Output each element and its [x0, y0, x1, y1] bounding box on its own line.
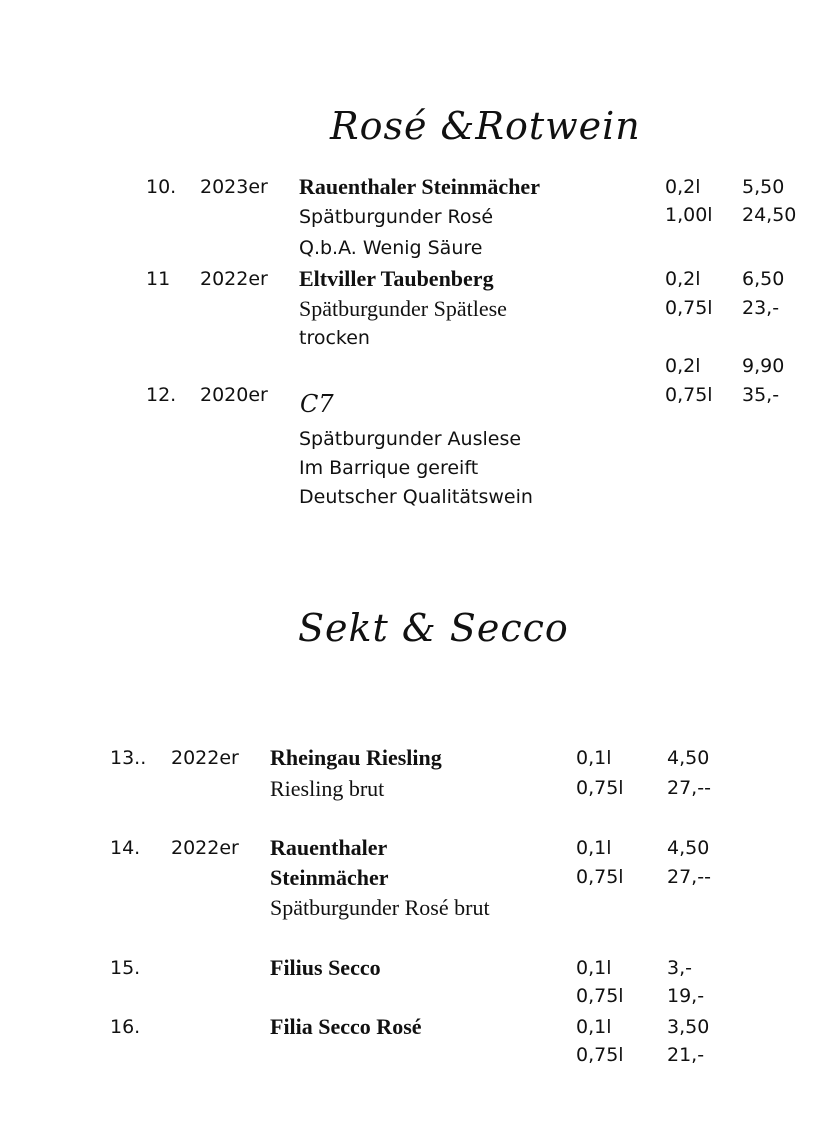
item-size: 0,75l [576, 985, 624, 1007]
section-heading-sekt: Sekt & Secco [298, 606, 569, 650]
item-name: Rauenthaler [270, 835, 388, 860]
item-size: 0,75l [576, 777, 624, 799]
item-size: 0,75l [665, 384, 713, 406]
section-heading-rotwein: Rosé &Rotwein [330, 104, 641, 148]
item-number: 16. [110, 1016, 141, 1038]
item-vintage: 2023er [200, 176, 268, 198]
item-name: Rheingau Riesling [270, 745, 442, 770]
item-size: 0,75l [576, 866, 624, 888]
item-price: 9,90 [742, 355, 785, 377]
item-description: Spätburgunder Rosé brut [270, 895, 490, 920]
item-price: 4,50 [667, 747, 710, 769]
item-size: 0,2l [665, 268, 701, 290]
item-size: 1,00l [665, 204, 713, 226]
item-price: 24,50 [742, 204, 797, 226]
item-price: 5,50 [742, 176, 785, 198]
item-name: C7 [300, 390, 334, 418]
item-price: 21,- [667, 1044, 705, 1066]
item-vintage: 2022er [171, 747, 239, 769]
item-price: 23,- [742, 297, 780, 319]
item-vintage: 2020er [200, 384, 268, 406]
item-name: Eltviller Taubenberg [299, 266, 494, 291]
item-price: 6,50 [742, 268, 785, 290]
item-description: Spätburgunder Rosé [299, 206, 494, 228]
item-price: 27,-- [667, 866, 711, 888]
item-number: 10. [146, 176, 177, 198]
item-size: 0,1l [576, 837, 612, 859]
item-size: 0,1l [576, 1016, 612, 1038]
item-size: 0,75l [665, 297, 713, 319]
item-description: trocken [299, 327, 370, 349]
item-name: Filia Secco Rosé [270, 1014, 422, 1039]
item-size: 0,2l [665, 176, 701, 198]
item-price: 4,50 [667, 837, 710, 859]
item-description: Im Barrique gereift [299, 457, 479, 479]
item-size: 0,1l [576, 957, 612, 979]
item-size: 0,2l [665, 355, 701, 377]
item-description: Q.b.A. Wenig Säure [299, 237, 483, 259]
item-description: Spätburgunder Auslese [299, 428, 522, 450]
item-name: Rauenthaler Steinmächer [299, 174, 540, 199]
item-price: 27,-- [667, 777, 711, 799]
item-number: 13.. [110, 747, 147, 769]
item-number: 14. [110, 837, 141, 859]
item-name: Filius Secco [270, 955, 381, 980]
item-price: 3,- [667, 957, 692, 979]
item-price: 3,50 [667, 1016, 710, 1038]
item-description: Riesling brut [270, 776, 385, 801]
item-price: 19,- [667, 985, 705, 1007]
item-number: 11 [146, 268, 171, 290]
item-number: 15. [110, 957, 141, 979]
item-price: 35,- [742, 384, 780, 406]
item-description: Deutscher Qualitätswein [299, 486, 533, 508]
item-vintage: 2022er [171, 837, 239, 859]
item-size: 0,75l [576, 1044, 624, 1066]
item-number: 12. [146, 384, 177, 406]
item-name: Steinmächer [270, 865, 389, 890]
item-vintage: 2022er [200, 268, 268, 290]
item-description: Spätburgunder Spätlese [299, 296, 507, 321]
item-size: 0,1l [576, 747, 612, 769]
